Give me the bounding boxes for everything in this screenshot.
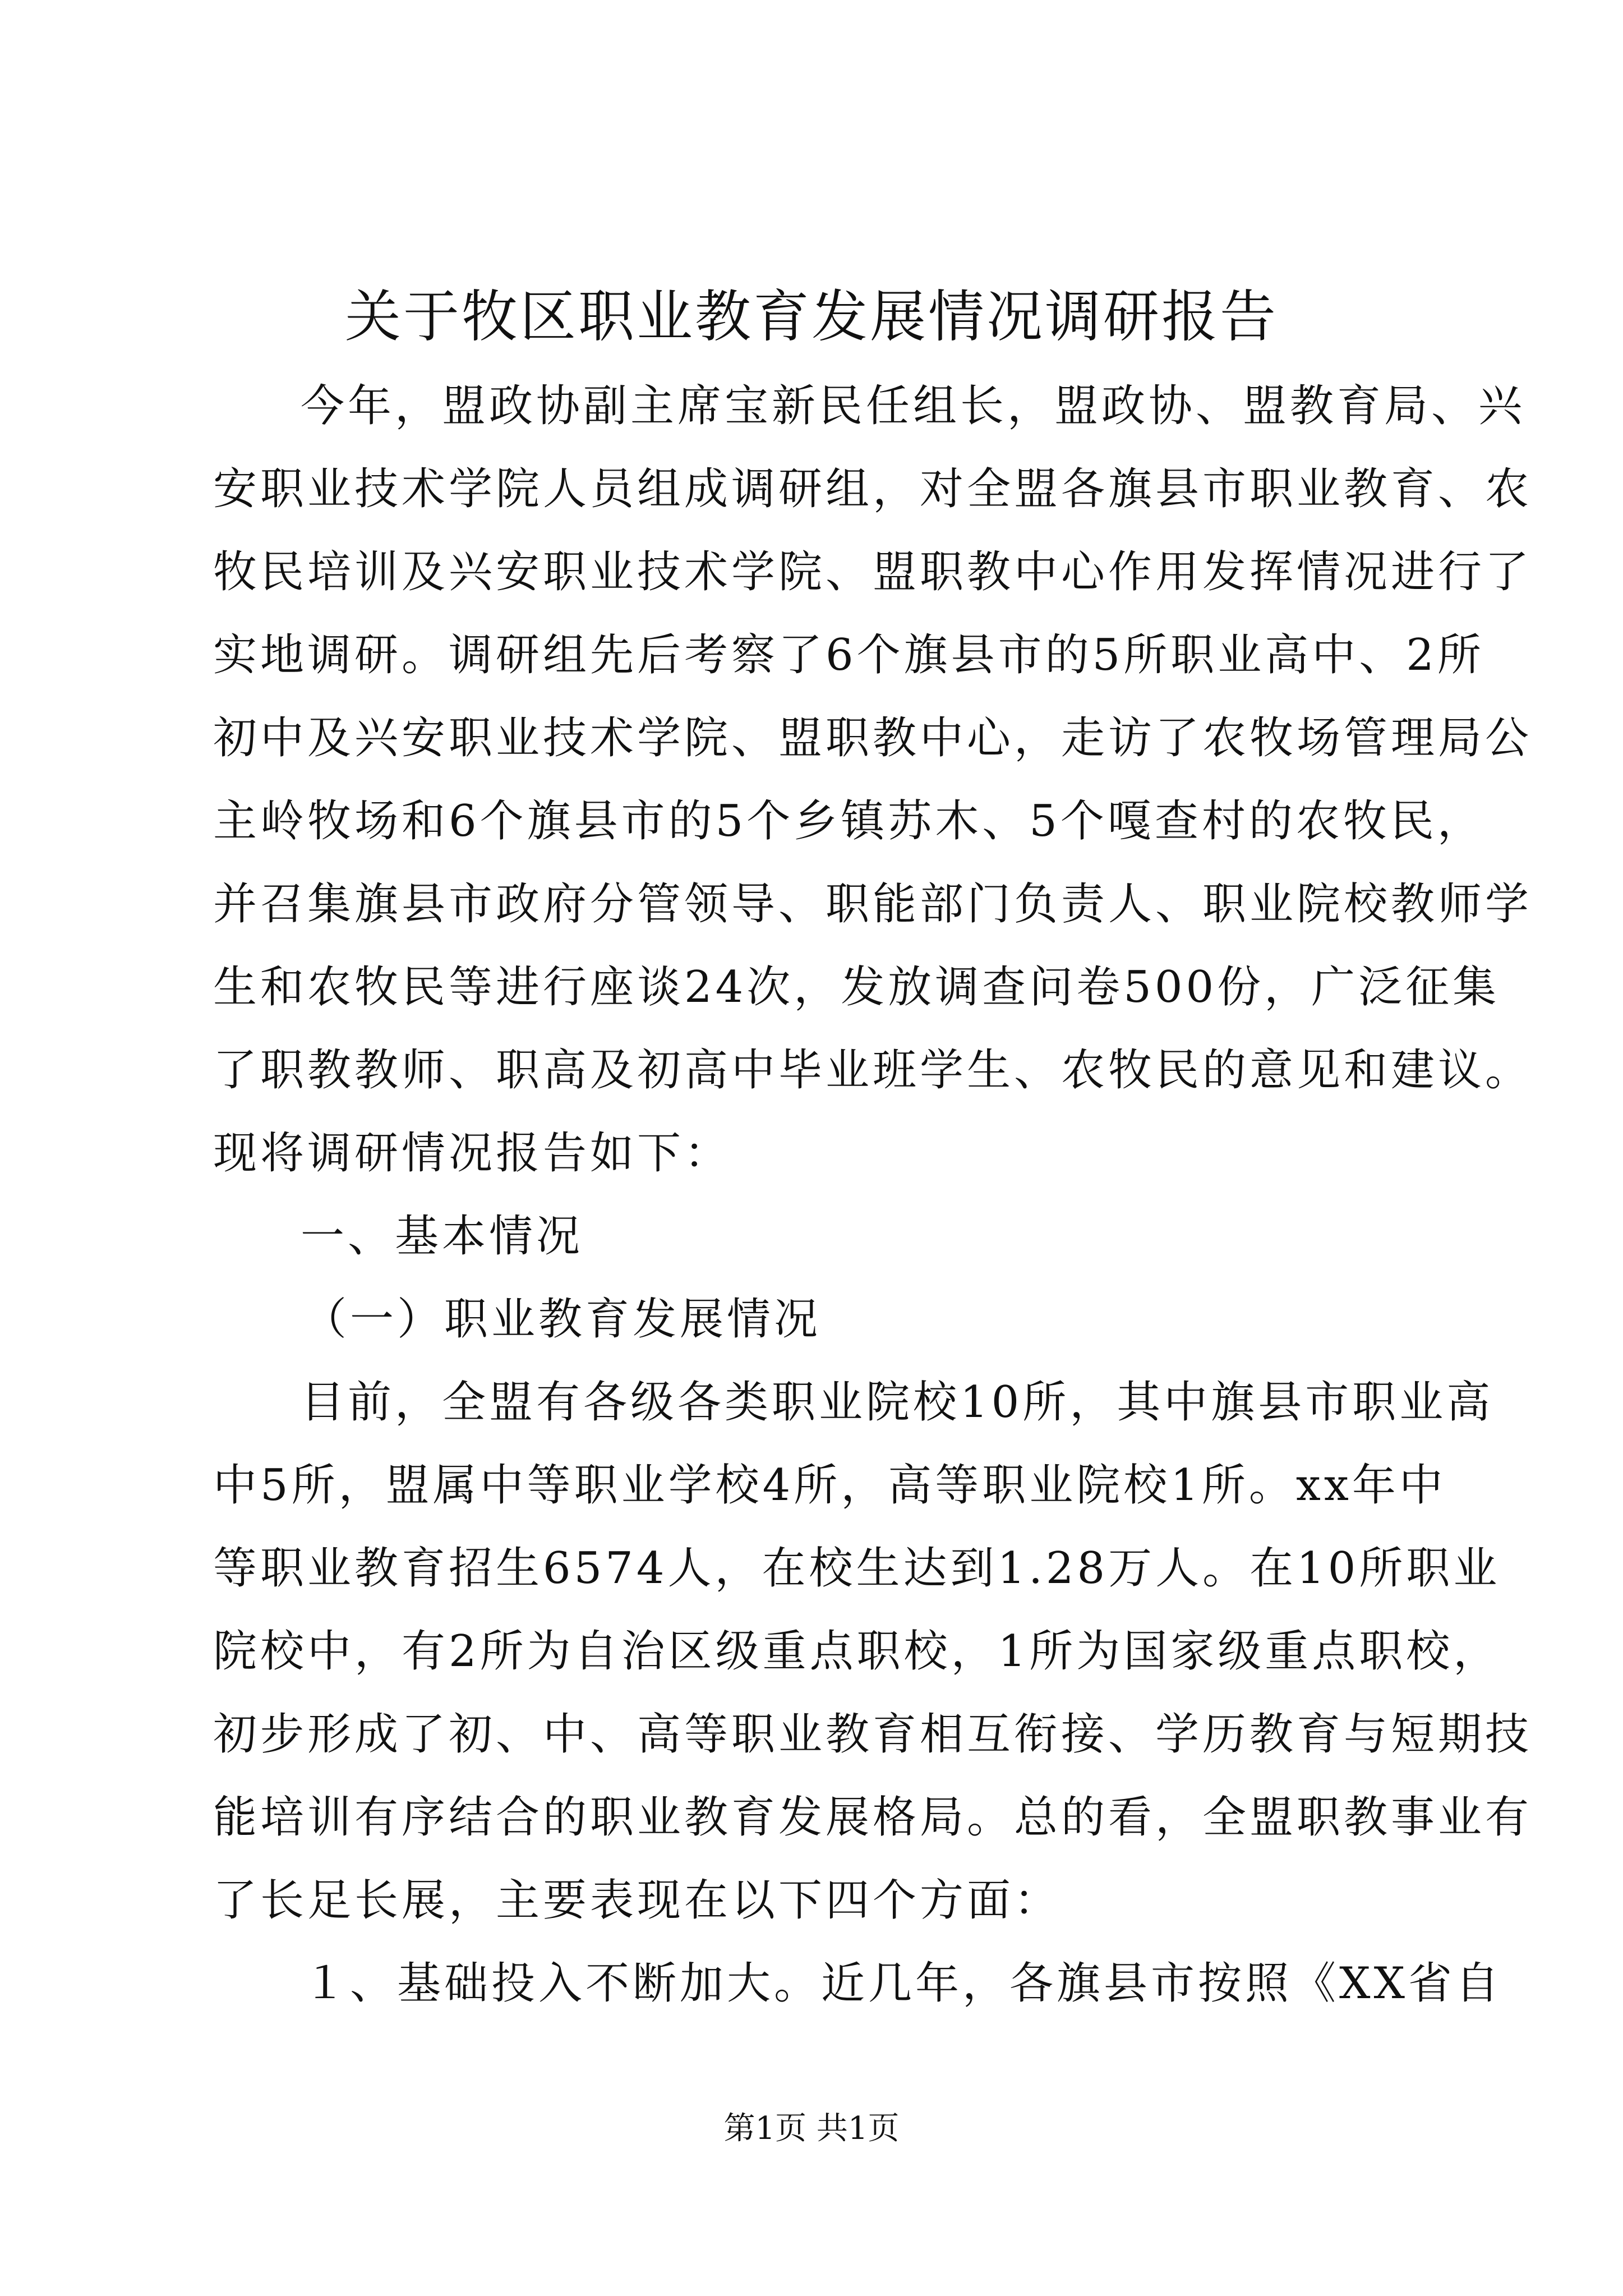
paragraph-line: 院校中，有2所为自治区级重点职校，1所为国家级重点职校， xyxy=(213,1626,1501,1677)
paragraph-line: 安职业技术学院人员组成调研组，对全盟各旗县市职业教育、农 xyxy=(213,464,1533,514)
page-footer: 第1页 共1页 xyxy=(723,2110,900,2147)
paragraph-line: 生和农牧民等进行座谈24次，发放调查问卷500份，广泛征集 xyxy=(213,962,1500,1013)
document-title: 关于牧区职业教育发展情况调研报告 xyxy=(345,284,1278,349)
paragraph-line: 并召集旗县市政府分管领导、职能部门负责人、职业院校教师学 xyxy=(213,879,1533,930)
paragraph-line: 中5所，盟属中等职业学校4所，高等职业院校1所。xx年中 xyxy=(213,1460,1446,1511)
paragraph-line: 等职业教育招生6574人，在校生达到1.28万人。在10所职业 xyxy=(213,1543,1501,1594)
paragraph-line: 牧民培训及兴安职业技术学院、盟职教中心作用发挥情况进行了 xyxy=(213,547,1533,597)
paragraph-line: 了长足长展，主要表现在以下四个方面： xyxy=(213,1875,1062,1926)
paragraph-line: 今年，盟政协副主席宝新民任组长，盟政协、盟教育局、兴 xyxy=(301,381,1526,431)
paragraph-line: 了职教教师、职高及初高中毕业班学生、农牧民的意见和建议。 xyxy=(213,1045,1533,1096)
paragraph-line: 主岭牧场和6个旗县市的5个乡镇苏木、5个嘎查村的农牧民， xyxy=(213,796,1484,846)
paragraph-line: 现将调研情况报告如下： xyxy=(213,1128,732,1179)
subsection-heading: （一）职业教育发展情况 xyxy=(303,1294,822,1345)
paragraph-line: １、基础投入不断加大。近几年，各旗县市按照《XX省自 xyxy=(303,1958,1503,2009)
section-heading: 一、基本情况 xyxy=(301,1211,584,1262)
paragraph-line: 初中及兴安职业技术学院、盟职教中心，走访了农牧场管理局公 xyxy=(213,713,1533,763)
paragraph-line: 能培训有序结合的职业教育发展格局。总的看，全盟职教事业有 xyxy=(213,1792,1533,1843)
paragraph-line: 实地调研。调研组先后考察了6个旗县市的5所职业高中、2所 xyxy=(213,630,1484,680)
paragraph-line: 初步形成了初、中、高等职业教育相互衔接、学历教育与短期技 xyxy=(213,1709,1533,1760)
document-body xyxy=(213,365,1533,2025)
paragraph-line: 目前，全盟有各级各类职业院校10所，其中旗县市职业高 xyxy=(301,1377,1494,1428)
